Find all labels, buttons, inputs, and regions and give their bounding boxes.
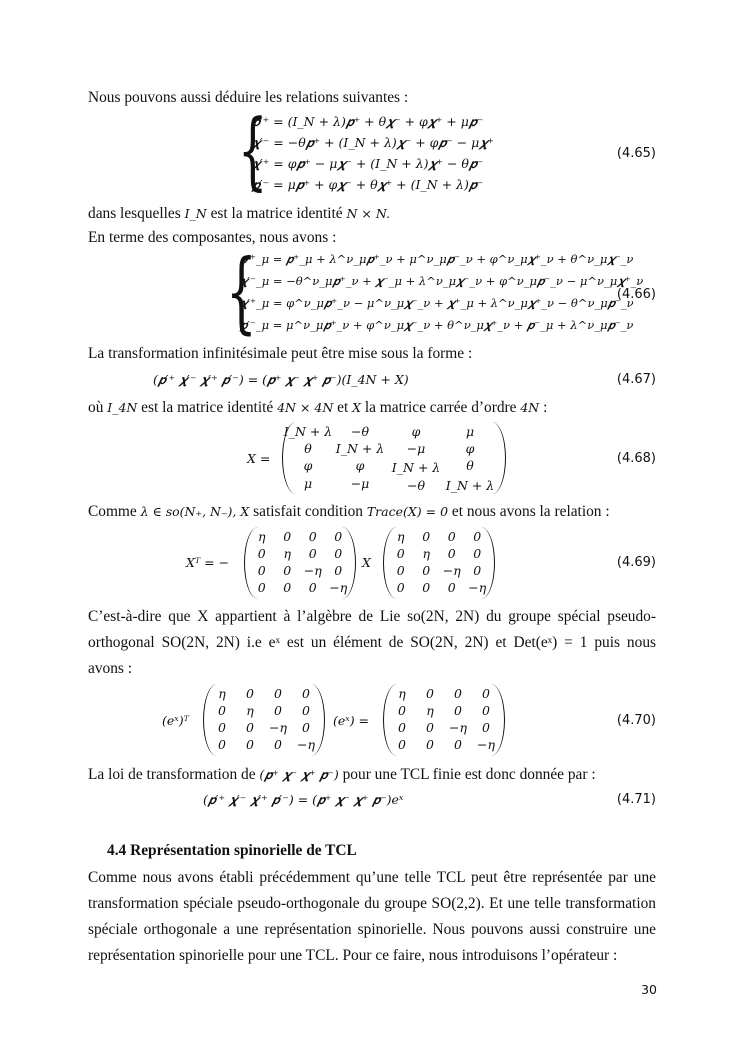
matrix-cell: φ <box>355 458 365 473</box>
matrix-cell: 0 <box>218 737 226 752</box>
text-fragment: pour une TCL finie est donc donnée par : <box>338 766 596 783</box>
matrix-lhs: Xᵀ = − <box>186 555 230 570</box>
text-fragment: est la matrice identité <box>137 399 278 416</box>
left-brace: { <box>226 240 257 343</box>
matrix-cell: 0 <box>473 563 482 578</box>
matrix-cell: 0 <box>454 686 462 701</box>
matrix-cell: 0 <box>257 546 266 561</box>
where-text <box>88 398 547 418</box>
matrix-cell: 0 <box>482 720 490 735</box>
matrix-4-70-left <box>203 684 325 756</box>
matrix-cell: φ <box>411 424 421 439</box>
matrix-cell: 0 <box>473 529 482 544</box>
matrix-cell: 0 <box>454 737 462 752</box>
matrix-cell: 0 <box>308 546 317 561</box>
matrix-cell: 0 <box>334 563 343 578</box>
matrix-cell: 0 <box>447 580 456 595</box>
matrix-cell: 0 <box>426 720 434 735</box>
text-fragment: : <box>539 399 548 416</box>
equation-line: 𝝌′⁺ = φ𝒑⁺ − μ𝝌⁻ + (I_N + λ)𝝌⁺ − θ𝒑⁻ <box>252 156 484 171</box>
matrix-cell: η <box>258 529 266 544</box>
matrix-cell: I_N + λ <box>335 441 385 456</box>
matrix-cell: μ <box>303 476 313 491</box>
matrix-cell: 0 <box>274 686 282 701</box>
text-fragment: dans lesquelles <box>88 205 185 222</box>
matrix-cell: 0 <box>257 563 266 578</box>
equation-line: 𝝌′⁻_μ = −θ^ν_μ𝒑⁺_ν + 𝝌⁻_μ + λ^ν_μ𝝌⁻_ν + φ^ν_μ𝒑⁻_ν − μ^ν_μ𝝌⁺_ν <box>240 274 644 288</box>
matrix-cell: 0 <box>447 529 456 544</box>
matrix-cell: θ <box>304 441 312 456</box>
equation-line: 𝒑′⁺ = (I_N + λ)𝒑⁺ + θ𝝌⁻ + φ𝝌⁺ + μ𝒑⁻ <box>252 114 484 129</box>
text-fragment: est la matrice identité <box>206 205 347 222</box>
matrix-cell: 0 <box>482 703 490 718</box>
matrix-cell: 0 <box>426 737 434 752</box>
math-symbol: X <box>352 400 361 415</box>
equation-line: 𝒑′⁻ = μ𝒑⁺ + φ𝝌⁻ + θ𝝌⁺ + (I_N + λ)𝒑⁻ <box>252 177 484 192</box>
matrix-cell: η <box>283 546 291 561</box>
text-fragment: et nous avons la relation : <box>448 503 610 520</box>
matrix-cell: 0 <box>257 580 266 595</box>
matrix-cell: φ <box>303 458 313 473</box>
matrix-cell: 0 <box>422 580 431 595</box>
matrix-cell: −η <box>297 737 315 752</box>
page-number: 30 <box>641 982 657 997</box>
lie-text-line: orthogonal SO(2N, 2N) i.e eˣ est un élément de SO(2N, 2N) et Det(eˣ) = 1 puis nous <box>88 634 656 651</box>
matrix-cell: 0 <box>422 563 431 578</box>
matrix-cell: −η <box>303 563 322 578</box>
matrix-cell: 0 <box>454 703 462 718</box>
matrix-cell: η <box>218 686 226 701</box>
intro-text: Nous pouvons aussi déduire les relations suivantes : <box>88 89 409 106</box>
matrix-cell: 0 <box>302 720 310 735</box>
equation-4-71: (𝒑′⁺ 𝝌′⁻ 𝝌′⁺ 𝒑′⁻) = (𝒑⁺ 𝝌⁻ 𝝌⁺ 𝒑⁻)eˣ <box>203 792 404 807</box>
text-fragment: Comme <box>88 503 141 520</box>
matrix-cell: 0 <box>308 580 317 595</box>
text-fragment: La loi de transformation de <box>88 766 260 783</box>
matrix-cell: η <box>422 546 430 561</box>
equation-line: 𝒑′⁻_μ = μ^ν_μ𝒑⁺_ν + φ^ν_μ𝝌⁻_ν + θ^ν_μ𝝌⁺_ν + 𝒑⁻_μ + λ^ν_μ𝒑⁻_ν <box>240 318 634 332</box>
matrix-cell: 0 <box>283 563 292 578</box>
matrix-mid: (eˣ) = <box>333 713 370 728</box>
section-heading: 4.4 Représentation spinorielle de TCL <box>107 842 357 859</box>
matrix-cell: 0 <box>396 580 405 595</box>
matrix-cell: I_N + λ <box>391 460 441 475</box>
equation-number: (4.70) <box>616 713 656 728</box>
matrix-cell: I_N + λ <box>445 478 495 493</box>
equation-number: (4.69) <box>616 555 656 570</box>
matrix-cell: η <box>246 703 254 718</box>
matrix-cell: 0 <box>283 580 292 595</box>
matrix-cell: −θ <box>351 424 369 439</box>
equation-4-65 <box>252 114 532 198</box>
paragraph-line: représentation spinorielle pour une TCL. Pour ce faire, nous introduisons l’opérateur : <box>88 947 618 964</box>
matrix-cell: 0 <box>473 546 482 561</box>
matrix-cell: 0 <box>334 529 343 544</box>
equation-number: (4.65) <box>616 146 656 161</box>
equation-line: 𝒑′⁺_μ = 𝒑⁺_μ + λ^ν_μ𝒑⁺_ν + μ^ν_μ𝒑⁻_ν + φ^ν_μ𝝌⁺_ν + θ^ν_μ𝝌⁻_ν <box>240 252 634 266</box>
paragraph-line: transformation spéciale pseudo-orthogonale du groupe SO(2,2). Et une telle transformation <box>88 895 656 912</box>
matrix-cell: 0 <box>308 529 317 544</box>
comme-text <box>88 502 610 522</box>
matrix-4-69-left <box>244 527 356 599</box>
matrix-cell: 0 <box>302 703 310 718</box>
matrix-cell: −η <box>468 580 487 595</box>
matrix-cell: 0 <box>396 563 405 578</box>
matrix-cell: −η <box>442 563 461 578</box>
infinitesimal-text: La transformation infinitésimale peut être mise sous la forme : <box>88 345 473 362</box>
matrix-cell: I_N + λ <box>283 424 333 439</box>
matrix-cell: η <box>398 686 406 701</box>
math-symbol: I_N <box>184 206 207 221</box>
matrix-cell: 0 <box>398 703 406 718</box>
text-fragment: et <box>333 399 353 416</box>
math-symbol: Trace(X) = 0 <box>366 504 449 519</box>
matrix-cell: 0 <box>246 720 254 735</box>
matrix-cell: −μ <box>406 441 426 456</box>
identity-text <box>88 204 390 224</box>
matrix-cell: 0 <box>246 737 254 752</box>
matrix-4-68 <box>282 422 506 494</box>
equation-line: 𝝌′⁻ = −θ𝒑⁺ + (I_N + λ)𝝌⁻ + φ𝒑⁻ − μ𝝌⁺ <box>252 135 494 150</box>
matrix-cell: −η <box>269 720 287 735</box>
matrix-cell: 0 <box>218 720 226 735</box>
matrix-cell: 0 <box>422 529 431 544</box>
math-symbol: N × N. <box>346 206 390 221</box>
matrix-cell: 0 <box>246 686 254 701</box>
math-symbol: 4N × 4N <box>277 400 334 415</box>
matrix-cell: 0 <box>302 686 310 701</box>
components-text: En terme des composantes, nous avons : <box>88 229 337 246</box>
text-fragment: satisfait condition <box>249 503 367 520</box>
matrix-cell: −μ <box>350 476 370 491</box>
matrix-cell: −θ <box>407 478 425 493</box>
text-fragment: la matrice carrée d’ordre <box>361 399 521 416</box>
matrix-cell: 0 <box>482 686 490 701</box>
lie-text-line: avons : <box>88 660 133 677</box>
matrix-4-70-right <box>383 684 505 756</box>
matrix-mid: X <box>362 555 371 570</box>
lie-text-line: C’est-à-dire que X appartient à l’algèbre de Lie so(2N, 2N) du groupe spécial pseudo- <box>88 608 656 625</box>
math-symbol: 4N <box>520 400 540 415</box>
matrix-cell: −η <box>449 720 467 735</box>
paragraph-line: Comme nous avons établi précédemment qu’une telle TCL peut être représentée par une <box>88 869 656 886</box>
matrix-cell: 0 <box>218 703 226 718</box>
left-brace: { <box>238 101 268 199</box>
matrix-cell: −η <box>477 737 495 752</box>
matrix-cell: 0 <box>274 737 282 752</box>
equation-number: (4.66) <box>616 287 656 302</box>
math-symbol: λ ∈ so(N₊, N₋), X <box>140 504 250 519</box>
loi-text <box>88 765 596 785</box>
matrix-lhs: (eˣ)ᵀ <box>162 713 189 728</box>
matrix-cell: μ <box>465 424 475 439</box>
matrix-cell: η <box>397 529 405 544</box>
equation-4-67: (𝒑′⁺ 𝝌′⁻ 𝝌′⁺ 𝒑′⁻) = (𝒑⁺ 𝝌⁻ 𝝌⁺ 𝒑⁻)(I_4N + X) <box>153 372 409 387</box>
matrix-cell: 0 <box>426 686 434 701</box>
matrix-lhs: X = <box>247 451 271 466</box>
matrix-cell: φ <box>465 441 475 456</box>
matrix-cell: 0 <box>447 546 456 561</box>
equation-number: (4.67) <box>616 372 656 387</box>
matrix-cell: 0 <box>398 737 406 752</box>
matrix-cell: −η <box>329 580 348 595</box>
math-symbol: I_4N <box>107 400 138 415</box>
equation-line: 𝝌′⁺_μ = φ^ν_μ𝒑⁺_ν − μ^ν_μ𝝌⁻_ν + 𝝌⁺_μ + λ^ν_μ𝝌⁺_ν − θ^ν_μ𝒑⁻_ν <box>240 296 634 310</box>
matrix-cell: η <box>426 703 434 718</box>
matrix-cell: 0 <box>334 546 343 561</box>
matrix-cell: 0 <box>398 720 406 735</box>
matrix-4-69-right <box>383 527 495 599</box>
math-symbol: (𝒑⁺ 𝝌⁻ 𝝌⁺ 𝒑⁻) <box>259 767 339 782</box>
matrix-cell: 0 <box>396 546 405 561</box>
equation-number: (4.68) <box>616 451 656 466</box>
matrix-cell: 0 <box>283 529 292 544</box>
matrix-cell: 0 <box>274 703 282 718</box>
matrix-cell: θ <box>466 458 474 473</box>
equation-number: (4.71) <box>616 792 656 807</box>
paragraph-line: spéciale orthogonale a une représentation spinorielle. Nous pouvons aussi construire une <box>88 921 656 938</box>
text-fragment: où <box>88 399 108 416</box>
